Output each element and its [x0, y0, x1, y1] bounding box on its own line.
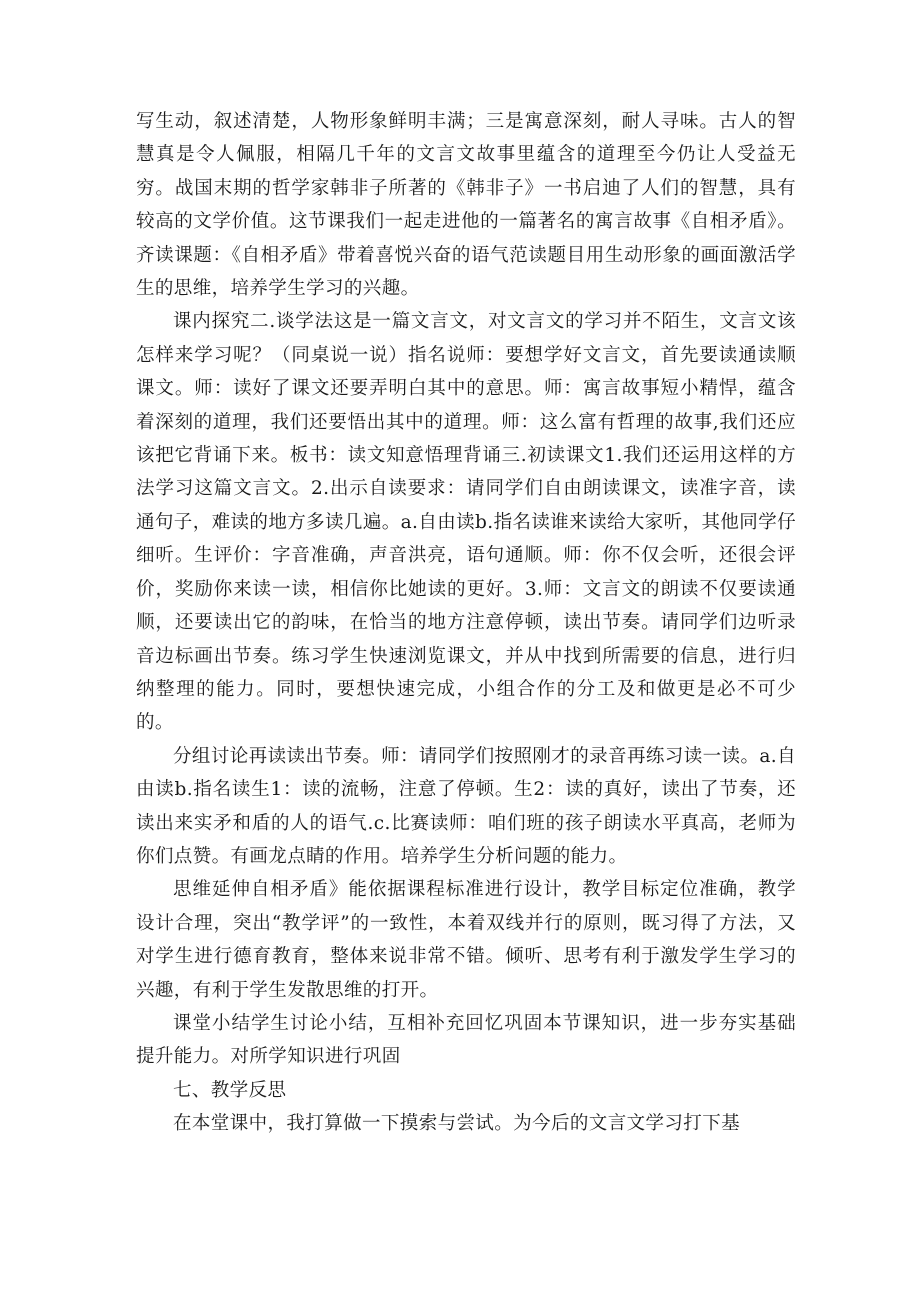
- document-body: [136, 105, 796, 1141]
- paragraph-intro-continued: 写生动，叙述清楚，人物形象鲜明丰满；三是寓意深刻，耐人寻味。古人的智慧真是令人佩服，相隔几千年的文言文故事里蕴含的道理至今仍让人受益无穷。战国末期的哲学家韩非子所著的《韩非子》一书启迪了人们的智慧，具有较高的文学价值。这节课我们一起走进他的一篇著名的寓言故事《自相矛盾》。齐读课题：《自相矛盾》带着喜悦兴奋的语气范读题目用生动形象的画面激活学生的思维，培养学生学习的兴趣。: [136, 111, 796, 300]
- paragraph-group-discussion: 分组讨论再读读出节奏。师：请同学们按照刚才的录音再练习读一读。a.自由读b.指名读生1：读的流畅，注意了停顿。生2：读的真好，读出了节奏，还读出来实矛和盾的人的语气.c.比赛读师：咱们班的孩子朗读水平真高，老师为你们点赞。有画龙点睛的作用。培养学生分析问题的能力。: [136, 745, 796, 867]
- section-heading-teaching-reflection: 七、教学反思: [173, 1079, 287, 1101]
- paragraph-thinking-extension: 思维延伸自相矛盾》能依据课程标准进行设计，教学目标定位准确，教学设计合理，突出“教学评”的一致性，本着双线并行的原则，既习得了方法，又对学生进行德育教育，整体来说非常不错。倾听、思考有利于激发学生学习的兴趣，有利于学生发散思维的打开。: [136, 879, 796, 1001]
- paragraph-reflection: 在本堂课中，我打算做一下摸索与尝试。为今后的文言文学习打下基: [173, 1113, 741, 1135]
- paragraph-class-summary: 课堂小结学生讨论小结，互相补充回忆巩固本节课知识，进一步夯实基础提升能力。对所学知识进行巩固: [136, 1012, 796, 1068]
- paragraph-in-class-exploration: 课内探究二.谈学法这是一篇文言文，对文言文的学习并不陌生，文言文该怎样来学习呢？（同桌说一说）指名说师：要想学好文言文，首先要读通读顺课文。师：读好了课文还要弄明白其中的意思。师：寓言故事短小精悍，蕴含着深刻的道理，我们还要悟出其中的道理。师：这么富有哲理的故事,我们还应该把它背诵下来。板书：读文知意悟理背诵三.初读课文1.我们还运用这样的方法学习这篇文言文。2.出示自读要求：请同学们自由朗读课文，读准字音，读通句子，难读的地方多读几遍。a.自由读b.指名读谁来读给大家听，其他同学仔细听。生评价：字音准确，声音洪亮，语句通顺。师：你不仅会听，还很会评价，奖励你来读一读，相信你比她读的更好。3.师：文言文的朗读不仅要读通顺，还要读出它的韵味，在恰当的地方注意停顿，读出节奏。请同学们边听录音边标画出节奏。练习学生快速浏览课文，并从中找到所需要的信息，进行归纳整理的能力。同时，要想快速完成，小组合作的分工及和做更是必不可少的。: [136, 311, 796, 734]
